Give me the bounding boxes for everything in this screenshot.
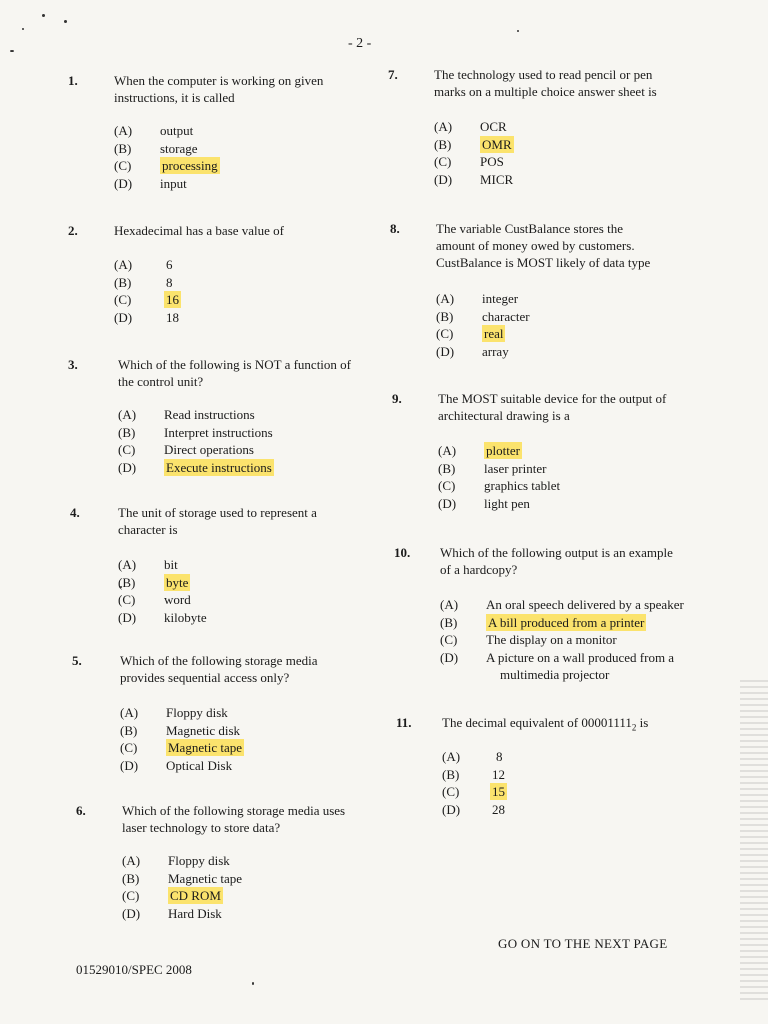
question-number: 7. (388, 67, 398, 82)
page-number: - 2 - (348, 36, 372, 51)
highlighted-answer: byte (166, 574, 189, 590)
scan-speck (252, 982, 254, 985)
highlighted-answer: 16 (166, 292, 179, 307)
highlighted-answer: CD ROM (170, 888, 221, 903)
highlighted-answer: real (484, 326, 504, 341)
question-stem: When the computer is working on given instructions, it is called (114, 73, 324, 105)
question-stem: Which of the following output is an example of a hardcopy? (440, 545, 673, 577)
highlighted-answer: 15 (492, 784, 505, 799)
question-number: 8. (390, 221, 400, 236)
scan-speck (10, 50, 14, 52)
question-number: 4. (70, 505, 80, 520)
document-code: 01529010/SPEC 2008 (76, 962, 192, 977)
highlighted-answer: OMR (482, 136, 512, 152)
scan-speck (64, 20, 67, 23)
question-number: 9. (392, 391, 402, 406)
scan-edge-noise (740, 680, 768, 1000)
question-stem: The unit of storage used to represent a character is (118, 505, 317, 537)
highlighted-answer: plotter (486, 443, 520, 458)
question-stem: Which of the following storage media uses laser technology to store data? (122, 803, 346, 835)
highlighted-answer: processing (162, 158, 218, 173)
highlighted-answer: Execute instructions (166, 459, 272, 475)
question-stem: The variable CustBalance stores the amount of money owed by customers. CustBalance is MOST likely of data type (436, 221, 651, 270)
question-number: 10. (394, 545, 411, 560)
go-on-next-page: GO ON TO THE NEXT PAGE (498, 936, 668, 951)
question-stem: The decimal equivalent of $00001111_2$ is (442, 715, 649, 733)
question-stem: Which of the following storage media provides sequential access only? (120, 653, 318, 685)
question-number: 6. (76, 803, 86, 818)
question-stem: Which of the following is NOT a function of the control unit? (118, 357, 351, 389)
question-stem: The technology used to read pencil or pen marks on a multiple choice answer sheet is (434, 67, 657, 99)
scan-speck (42, 14, 45, 17)
highlighted-answer: A bill produced from a printer (488, 614, 645, 630)
question-number: 3. (68, 357, 78, 372)
question-number: 1. (68, 73, 78, 88)
question-number: 11. (396, 715, 412, 730)
question-stem: Hexadecimal has a base value of (114, 223, 285, 238)
question-number: 5. (72, 653, 82, 668)
scan-speck (517, 30, 519, 32)
scan-speck (22, 28, 24, 30)
question-stem: The MOST suitable device for the output of architectural drawing is a (438, 391, 667, 423)
question-number: 2. (68, 223, 78, 238)
highlighted-answer: Magnetic tape (168, 740, 242, 755)
